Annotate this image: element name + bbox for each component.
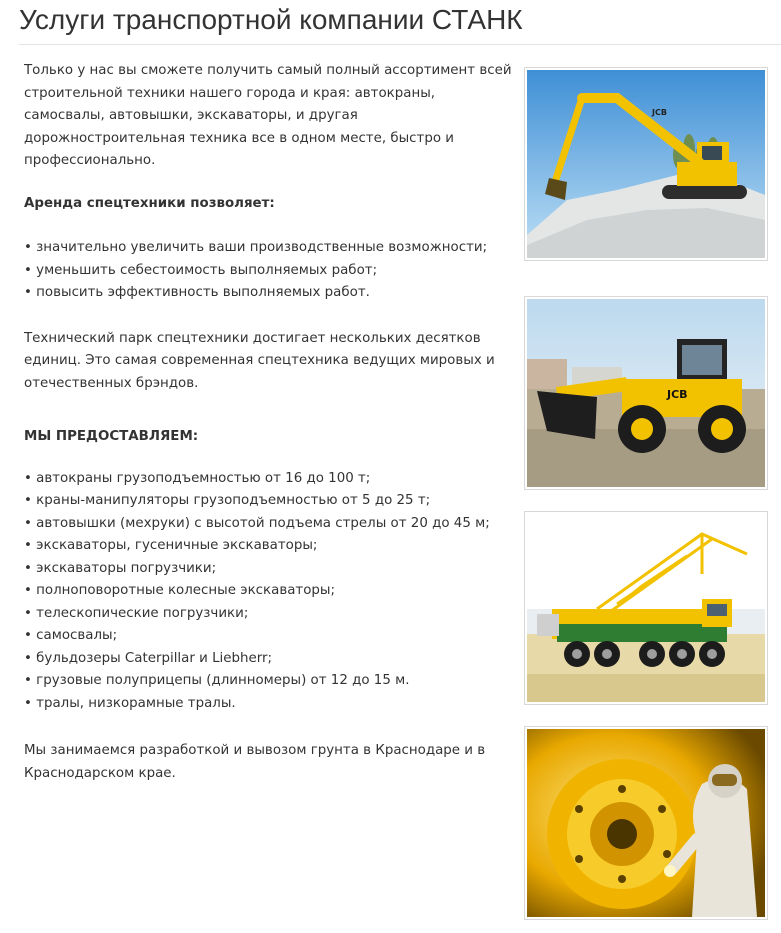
list-item: • уменьшить себестоимость выполняемых работ; xyxy=(24,260,514,283)
list-item: • грузовые полуприцепы (длинномеры) от 12 до 15 м. xyxy=(24,670,514,693)
list-item: • тралы, низкорамные тралы. xyxy=(24,693,514,716)
workshop-photo xyxy=(524,726,768,920)
crane-photo xyxy=(524,511,768,705)
main-content xyxy=(24,60,514,785)
list-item: • полноповоротные колесные экскаваторы; xyxy=(24,580,514,603)
closing-paragraph: Мы занимаемся разработкой и вывозом грунта в Краснодаре и в Краснодарском крае. xyxy=(24,743,486,781)
list-item: • краны-манипуляторы грузоподъемностью от 5 до 25 т; xyxy=(24,490,514,513)
rent-heading: Аренда спецтехники позволяет: xyxy=(24,195,275,211)
loader-logo: JCB xyxy=(667,388,688,401)
list-item: • экскаваторы погрузчики; xyxy=(24,558,514,581)
page-title: Услуги транспортной компании СТАНК xyxy=(19,4,523,35)
intro-paragraph: Только у нас вы сможете получить самый полный ассортимент всей строительной техники нашего города и края: автокраны, самосвалы, автовышки, экскаваторы, и другая дорожностроительная техника все в одном месте, быстро и профессионально. xyxy=(24,63,512,168)
provide-heading: МЫ ПРЕДОСТАВЛЯЕМ: xyxy=(24,429,199,444)
excavator-logo: JCB xyxy=(652,108,667,117)
excavator-photo xyxy=(524,67,768,261)
list-item: • телескопические погрузчики; xyxy=(24,603,514,626)
rent-benefits-list xyxy=(24,237,514,305)
fleet-paragraph: Технический парк спецтехники достигает нескольких десятков единиц. Это самая современная спецтехника ведущих мировых и отечественных брэндов. xyxy=(24,330,495,391)
list-item: • автокраны грузоподъемностью от 16 до 100 т; xyxy=(24,468,514,491)
list-item: • повысить эффективность выполняемых работ. xyxy=(24,282,514,305)
services-list xyxy=(24,468,514,716)
list-item: • бульдозеры Caterpillar и Liebherr; xyxy=(24,648,514,671)
list-item: • значительно увеличить ваши производственные возможности; xyxy=(24,237,514,260)
list-item: • автовышки (мехруки) с высотой подъема стрелы от 20 до 45 м; xyxy=(24,513,514,536)
list-item: • экскаваторы, гусеничные экскаваторы; xyxy=(24,535,514,558)
title-divider xyxy=(19,44,781,45)
list-item: • самосвалы; xyxy=(24,625,514,648)
loader-photo xyxy=(524,296,768,490)
